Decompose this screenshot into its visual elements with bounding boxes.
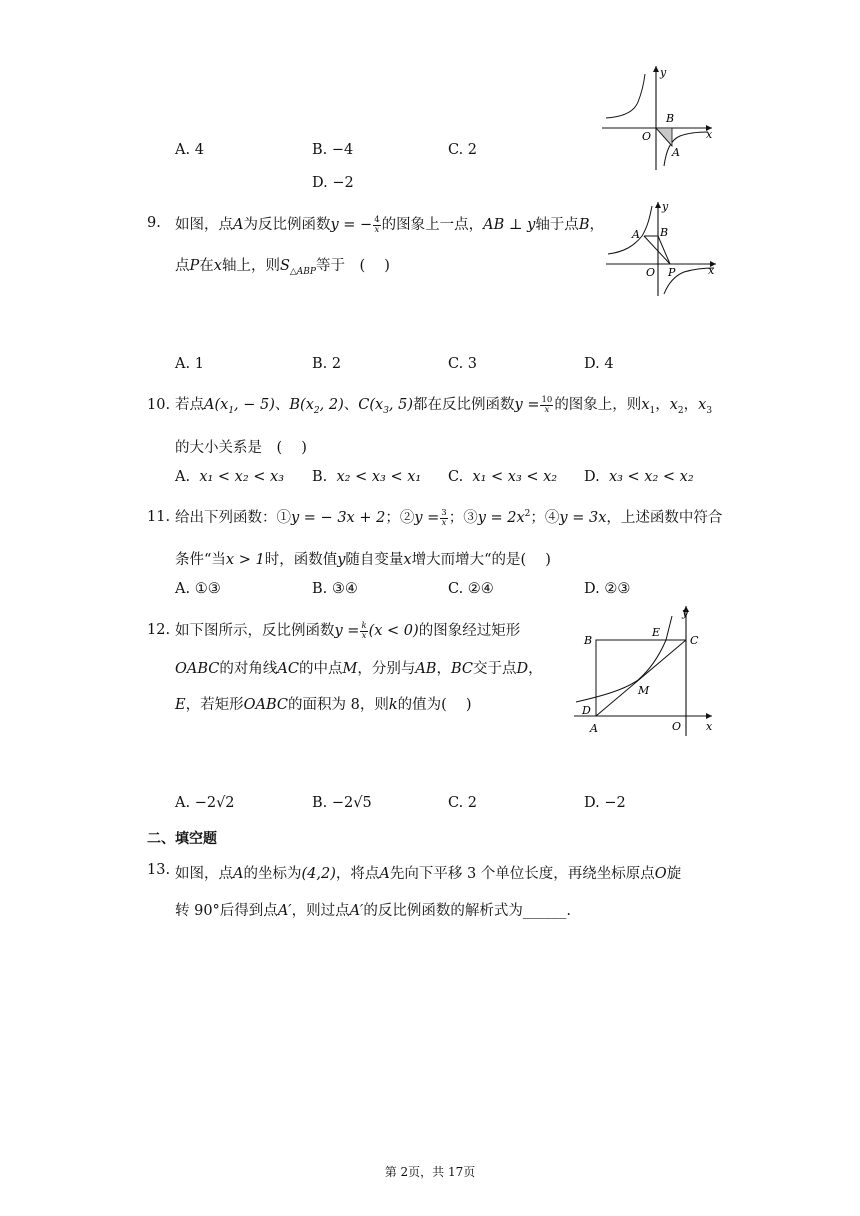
q10-line-2: 的大小关系是 ( )	[175, 440, 307, 456]
q9-option-d: D. 4	[584, 356, 614, 372]
q10-option-d: D. x₃ < x₂ < x₂	[584, 469, 694, 485]
q12-fig-x-label: x	[706, 720, 713, 733]
q8-option-b: B. −4	[312, 142, 354, 158]
q9-fig-p-label: P	[668, 266, 676, 279]
q10-line-1: 若点$A(x_1$, − 5)、$B(x_2$, 2)、$C(x_3$, 5)都在反比例函数y = $\frac{10}{x}$ 的图象上，则$x_1$，$x_2$，$x_3$	[175, 394, 713, 416]
q12-number: 12.	[147, 622, 171, 638]
q12-option-d: D. −2	[584, 795, 626, 811]
q12-fig-a-label: A	[590, 722, 598, 735]
q8-fig-a-label: A	[672, 146, 680, 159]
q8-fig-o-label: O	[642, 130, 652, 143]
q12-option-c: C. 2	[448, 795, 478, 811]
q9-fig-b-label: B	[660, 226, 669, 239]
q9-fig-x-label: x	[708, 264, 715, 277]
q12-line-2: OABC的对角线AC的中点M，分别与AB，BC交于点D，	[175, 661, 543, 677]
q13-line-2: 转 90°后得到点A′，则过点A′的反比例函数的解析式为______.	[175, 903, 571, 919]
q9-fig-y-label: y	[662, 200, 669, 213]
q9-fig-o-label: O	[646, 266, 656, 279]
q12-line-3: E，若矩形OABC的面积为 8，则k的值为( )	[175, 697, 472, 713]
q12-fig-y-label: y	[682, 606, 689, 619]
q13-number: 13.	[147, 862, 171, 878]
q10-number: 10.	[147, 397, 171, 413]
q11-option-d: D. ②③	[584, 581, 631, 597]
q12-fig-c-label: C	[690, 634, 699, 647]
q11-line-1: 给出下列函数：①y = − 3x + 2；②y = $\frac{3}{x}$ ；③y = $2x^2$；④y = 3x，上述函数中符合	[175, 507, 723, 528]
q11-option-b: B. ③④	[312, 581, 358, 597]
q8-fig-b-label: B	[666, 112, 675, 125]
q10-option-a: A. x₁ < x₂ < x₃	[175, 469, 285, 485]
q9-number: 9.	[147, 215, 161, 231]
q10-option-b: B. x₂ < x₃ < x₁	[312, 469, 422, 485]
q8-figure	[600, 62, 720, 174]
q11-option-c: C. ②④	[448, 581, 494, 597]
q9-line-1: 如图，点A为反比例函数y = − $\frac{4}{x}$ 的图象上一点，AB ⊥ y轴于点B，	[175, 214, 604, 235]
section-heading-fill-in: 二、填空题	[147, 831, 217, 847]
q9-option-a: A. 1	[175, 356, 204, 372]
q12-fig-d-label: D	[582, 704, 591, 717]
q12-fig-e-label: E	[652, 626, 661, 639]
q12-fig-m-label: M	[638, 684, 650, 697]
q10-option-c: C. x₁ < x₃ < x₂	[448, 469, 558, 485]
q8-option-a: A. 4	[175, 142, 204, 158]
q9-option-b: B. 2	[312, 356, 342, 372]
q11-option-a: A. ①③	[175, 581, 221, 597]
q12-figure	[572, 602, 722, 740]
q11-line-2: 条件“当x > 1时，函数值y随自变量x增大而增大“的是( )	[175, 552, 551, 568]
q8-option-c: C. 2	[448, 142, 478, 158]
q13-line-1: 如图，点A的坐标为(4,2)，将点A先向下平移 3 个单位长度，再绕坐标原点O旋	[175, 866, 682, 882]
q11-number: 11.	[147, 509, 171, 525]
q9-figure	[604, 198, 724, 298]
q12-option-a: A. −2√2	[175, 795, 235, 811]
q8-option-d: D. −2	[312, 175, 354, 191]
q8-fig-x-label: x	[706, 128, 713, 141]
q9-fig-a-label: A	[632, 228, 640, 241]
q12-option-b: B. −2√5	[312, 795, 372, 811]
q12-line-1: 如下图所示，反比例函数y = $\frac{k}{x}$ (x < 0)的图象经过矩形	[175, 620, 521, 641]
q8-fig-y-label: y	[660, 66, 667, 79]
q9-line-2: 点P在x轴上，则$S_{\triangle ABP}$等于 ( )	[175, 258, 390, 277]
q9-option-c: C. 3	[448, 356, 478, 372]
q12-fig-o-label: O	[672, 720, 682, 733]
q12-fig-b-label: B	[584, 634, 593, 647]
page-footer: 第 2页，共 17页	[384, 1165, 476, 1179]
